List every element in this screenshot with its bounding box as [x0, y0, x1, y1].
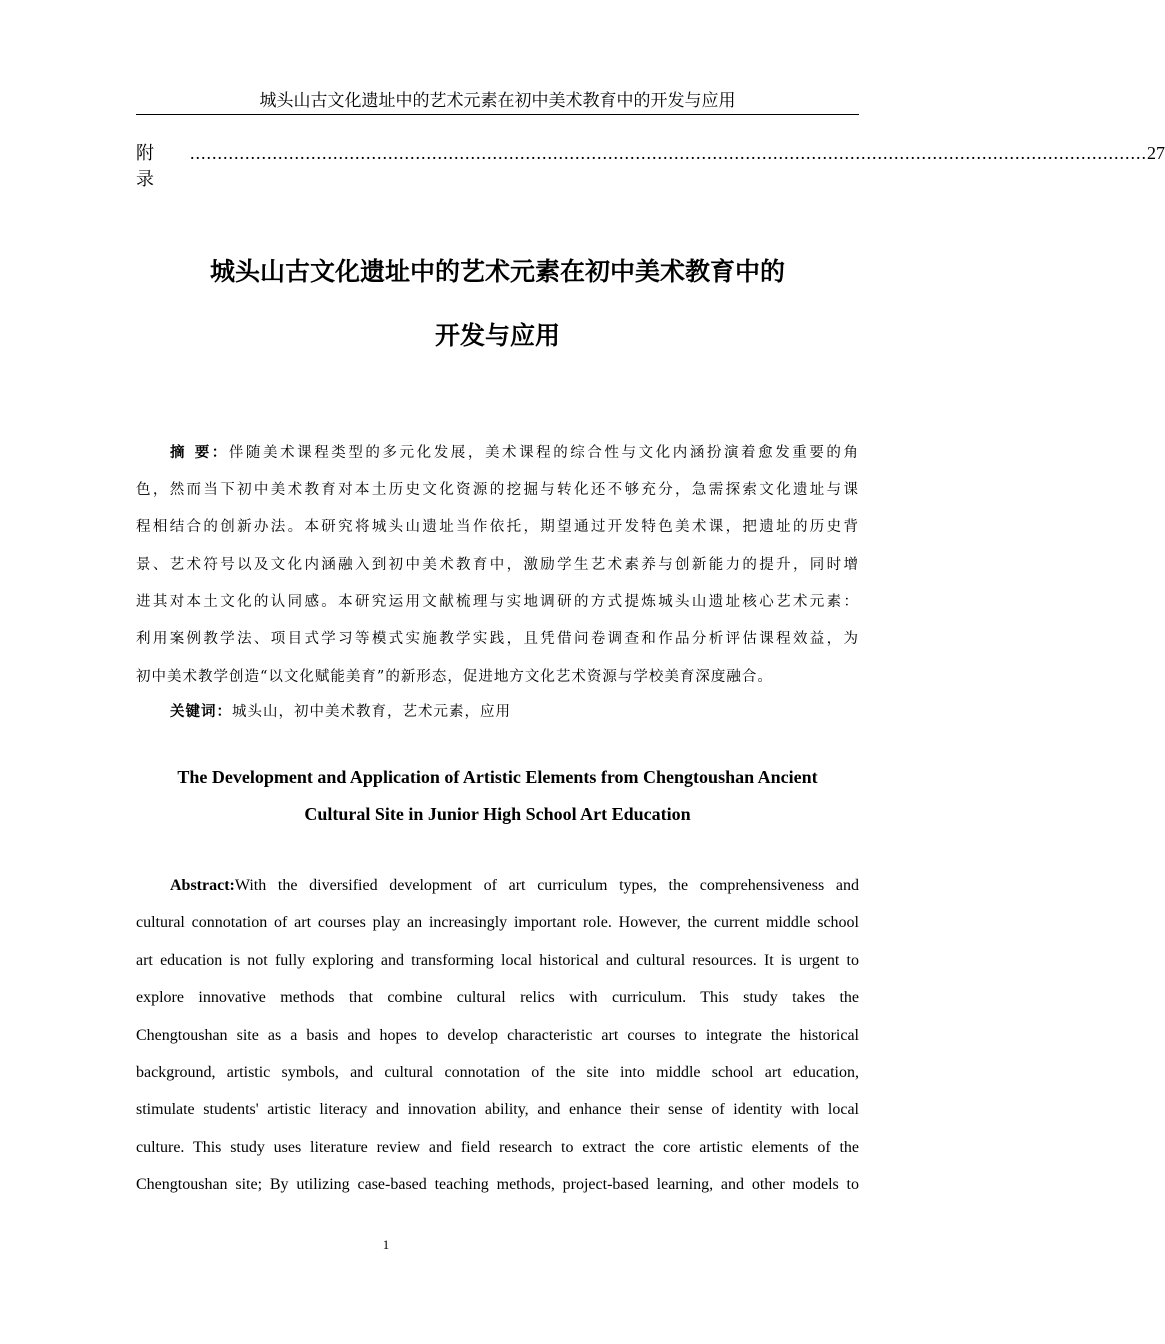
english-abstract-line: culture. This study uses literature review and field research to extract the core artistic elements of the	[136, 1139, 859, 1156]
english-abstract-label: Abstract:	[170, 877, 235, 894]
chinese-title-line-1: 城头山古文化遗址中的艺术元素在初中美术教育中的	[209, 257, 785, 286]
chinese-abstract-line: 利用案例教学法、项目式学习等模式实施教学实践，且凭借问卷调查和作品分析评估课程效益，为	[136, 631, 859, 647]
chinese-title-line-2: 开发与应用	[434, 321, 560, 350]
toc-entry-page: 27	[1147, 143, 1165, 163]
running-header: 城头山古文化遗址中的艺术元素在初中美术教育中的开发与应用	[136, 90, 859, 115]
keywords-label: 关键词：	[170, 703, 232, 720]
english-abstract-line: Chengtoushan site as a basis and hopes to develop characteristic art courses to integrate the historical	[136, 1027, 859, 1044]
chinese-abstract-line: 程相结合的创新办法。本研究将城头山遗址当作依托，期望通过开发特色美术课，把遗址的历史背	[136, 519, 859, 535]
english-abstract-line: background, artistic symbols, and cultural connotation of the site into middle school art education,	[136, 1064, 859, 1081]
chinese-abstract-line	[170, 441, 859, 462]
toc-leader-dots: ..............................................................................................................................................................................	[190, 143, 1147, 163]
page-number: 1	[382, 1237, 390, 1252]
english-abstract-line: cultural connotation of art courses play an increasingly important role. However, the current middle school	[136, 914, 859, 931]
chinese-keywords	[170, 700, 893, 721]
english-abstract-line: explore innovative methods that combine cultural relics with curriculum. This study takes the	[136, 989, 859, 1006]
chinese-abstract-line: 色，然而当下初中美术教育对本土历史文化资源的挖掘与转化还不够充分，急需探索文化遗址与课	[136, 482, 859, 498]
chinese-abstract-line: 进其对本土文化的认同感。本研究运用文献梳理与实地调研的方式提炼城头山遗址核心艺术元素：	[136, 594, 859, 610]
english-abstract-line: stimulate students' artistic literacy and innovation ability, and enhance their sense of identity with local	[136, 1101, 859, 1118]
english-abstract-text: With the diversified development of art curriculum types, the comprehensiveness and	[234, 877, 859, 894]
english-title-line-2: Cultural Site in Junior High School Art Education	[304, 804, 691, 824]
chinese-abstract-line: 景、艺术符号以及文化内涵融入到初中美术教育中，激励学生艺术素养与创新能力的提升，同时增	[136, 557, 859, 573]
toc-entry-label: 附 录	[136, 143, 190, 189]
english-abstract-line	[170, 877, 859, 895]
toc-entry-appendix[interactable]	[136, 139, 1165, 191]
keywords-text: 城头山，初中美术教育，艺术元素，应用	[232, 704, 511, 720]
english-abstract-line: art education is not fully exploring and transforming local historical and cultural resources. It is urgent to	[136, 952, 859, 969]
chinese-abstract-line: 初中美术教学创造“以文化赋能美育”的新形态，促进地方文化艺术资源与学校美育深度融合。	[136, 669, 773, 685]
chinese-abstract-label: 摘 要：	[170, 444, 229, 461]
english-abstract-line: Chengtoushan site; By utilizing case-based teaching methods, project-based learning, and other models to	[136, 1176, 859, 1193]
chinese-abstract-text: 伴随美术课程类型的多元化发展，美术课程的综合性与文化内涵扮演着愈发重要的角	[228, 445, 859, 461]
english-title-line-1: The Development and Application of Artistic Elements from Chengtoushan Ancient	[177, 767, 818, 787]
